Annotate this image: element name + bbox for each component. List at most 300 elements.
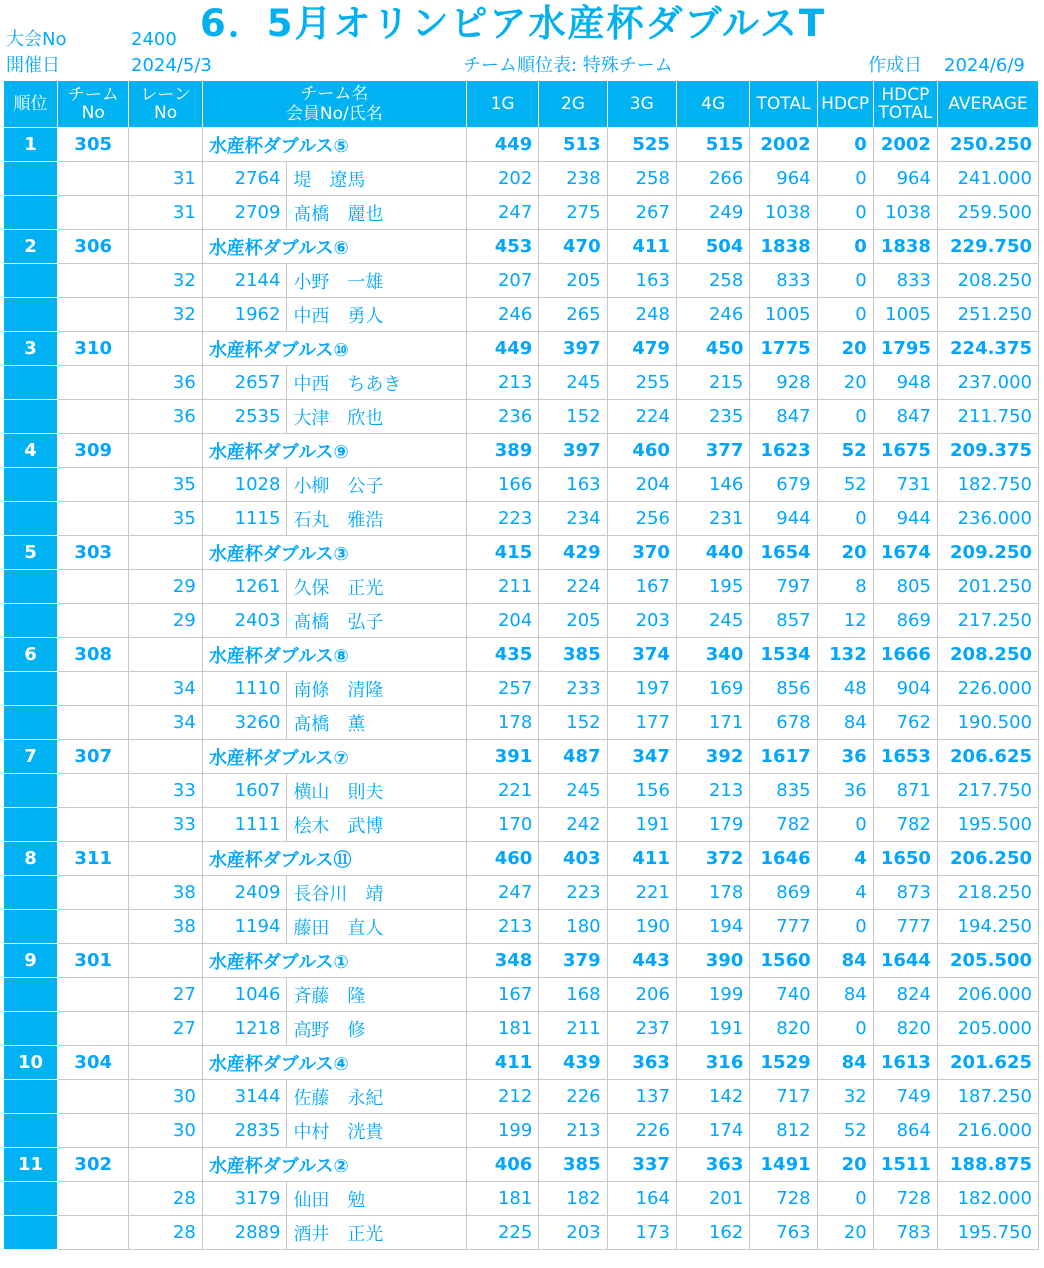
team-hdcp-cell: 52 <box>817 434 873 468</box>
team-g1-cell: 389 <box>466 434 538 468</box>
lane-cell <box>129 1046 202 1080</box>
member-row <box>4 196 1039 230</box>
member-g3-cell: 137 <box>607 1080 676 1114</box>
member-no-cell: 1194 <box>202 910 287 944</box>
team-name-cell: 水産杯ダブルス⑩ <box>202 332 466 366</box>
created-date: 2024/6/9 <box>944 55 1025 76</box>
member-row <box>4 264 1039 298</box>
team-g3-cell: 337 <box>607 1148 676 1182</box>
team-hdcp-cell: 20 <box>817 332 873 366</box>
member-g1-cell: 202 <box>466 162 538 196</box>
team-g2-cell: 379 <box>539 944 607 978</box>
team-hdcp-cell: 84 <box>817 1046 873 1080</box>
team-no-cell <box>58 502 129 536</box>
team-g2-cell: 487 <box>539 740 607 774</box>
team-g1-cell: 435 <box>466 638 538 672</box>
team-no-cell: 304 <box>58 1046 129 1080</box>
rank-cell <box>4 1080 58 1114</box>
team-no-cell <box>58 366 129 400</box>
member-g2-cell: 211 <box>539 1012 607 1046</box>
team-no-cell <box>58 604 129 638</box>
member-g2-cell: 223 <box>539 876 607 910</box>
member-hdcp-total-cell: 873 <box>873 876 937 910</box>
team-row <box>4 536 1039 570</box>
member-name-cell: 長谷川 靖 <box>287 876 466 910</box>
member-no-cell: 3179 <box>202 1182 287 1216</box>
member-row <box>4 400 1039 434</box>
member-g4-cell: 235 <box>676 400 749 434</box>
team-total-cell: 1654 <box>750 536 817 570</box>
rank-cell <box>4 1012 58 1046</box>
member-hdcp-total-cell: 777 <box>873 910 937 944</box>
member-g3-cell: 255 <box>607 366 676 400</box>
lane-cell: 31 <box>129 162 202 196</box>
rank-cell <box>4 808 58 842</box>
team-row <box>4 638 1039 672</box>
member-hdcp-total-cell: 964 <box>873 162 937 196</box>
team-g3-cell: 363 <box>607 1046 676 1080</box>
lane-cell: 30 <box>129 1114 202 1148</box>
member-average-cell: 206.000 <box>937 978 1038 1012</box>
team-g1-cell: 406 <box>466 1148 538 1182</box>
member-g3-cell: 191 <box>607 808 676 842</box>
member-average-cell: 217.750 <box>937 774 1038 808</box>
team-g2-cell: 439 <box>539 1046 607 1080</box>
member-total-cell: 679 <box>750 468 817 502</box>
col-3g: 3G <box>607 81 676 128</box>
member-hdcp-total-cell: 1038 <box>873 196 937 230</box>
rank-cell <box>4 1114 58 1148</box>
team-average-cell: 209.375 <box>937 434 1038 468</box>
team-total-cell: 1775 <box>750 332 817 366</box>
team-hdcp-total-cell: 1675 <box>873 434 937 468</box>
team-row <box>4 740 1039 774</box>
member-g3-cell: 177 <box>607 706 676 740</box>
member-no-cell: 1607 <box>202 774 287 808</box>
team-name-cell: 水産杯ダブルス③ <box>202 536 466 570</box>
team-g4-cell: 363 <box>676 1148 749 1182</box>
rank-cell <box>4 468 58 502</box>
member-name-cell: 堤 遼馬 <box>287 162 466 196</box>
rank-cell <box>4 570 58 604</box>
lane-cell: 28 <box>129 1182 202 1216</box>
team-hdcp-total-cell: 1613 <box>873 1046 937 1080</box>
member-name-cell: 仙田 勉 <box>287 1182 466 1216</box>
team-g2-cell: 429 <box>539 536 607 570</box>
team-name-cell: 水産杯ダブルス⑤ <box>202 128 466 162</box>
team-g4-cell: 515 <box>676 128 749 162</box>
member-name-cell: 久保 正光 <box>287 570 466 604</box>
team-hdcp-total-cell: 1838 <box>873 230 937 264</box>
rank-cell <box>4 502 58 536</box>
member-g4-cell: 178 <box>676 876 749 910</box>
team-g4-cell: 440 <box>676 536 749 570</box>
member-row <box>4 366 1039 400</box>
team-g2-cell: 397 <box>539 434 607 468</box>
team-g1-cell: 415 <box>466 536 538 570</box>
member-g2-cell: 203 <box>539 1216 607 1250</box>
member-total-cell: 928 <box>750 366 817 400</box>
lane-cell <box>129 944 202 978</box>
member-no-cell: 2709 <box>202 196 287 230</box>
member-g4-cell: 199 <box>676 978 749 1012</box>
lane-cell <box>129 1148 202 1182</box>
member-row <box>4 978 1039 1012</box>
team-no-cell: 309 <box>58 434 129 468</box>
rank-cell <box>4 366 58 400</box>
rank-cell: 5 <box>4 536 58 570</box>
member-hdcp-total-cell: 871 <box>873 774 937 808</box>
member-g2-cell: 205 <box>539 264 607 298</box>
member-hdcp-total-cell: 904 <box>873 672 937 706</box>
member-g1-cell: 204 <box>466 604 538 638</box>
member-row <box>4 162 1039 196</box>
table-header <box>4 81 1039 128</box>
member-g2-cell: 245 <box>539 366 607 400</box>
team-average-cell: 205.500 <box>937 944 1038 978</box>
team-g4-cell: 316 <box>676 1046 749 1080</box>
rank-cell: 4 <box>4 434 58 468</box>
member-g2-cell: 224 <box>539 570 607 604</box>
team-g1-cell: 348 <box>466 944 538 978</box>
member-g1-cell: 181 <box>466 1182 538 1216</box>
member-average-cell: 226.000 <box>937 672 1038 706</box>
team-row <box>4 332 1039 366</box>
team-no-cell <box>58 1080 129 1114</box>
lane-cell: 29 <box>129 570 202 604</box>
member-hdcp-total-cell: 944 <box>873 502 937 536</box>
team-total-cell: 1560 <box>750 944 817 978</box>
rank-cell: 8 <box>4 842 58 876</box>
col-1g: 1G <box>466 81 538 128</box>
member-row <box>4 910 1039 944</box>
team-g3-cell: 479 <box>607 332 676 366</box>
member-hdcp-cell: 20 <box>817 366 873 400</box>
team-row <box>4 1148 1039 1182</box>
member-g1-cell: 167 <box>466 978 538 1012</box>
rank-cell <box>4 162 58 196</box>
team-hdcp-total-cell: 1644 <box>873 944 937 978</box>
member-average-cell: 190.500 <box>937 706 1038 740</box>
member-g4-cell: 179 <box>676 808 749 842</box>
team-no-cell <box>58 706 129 740</box>
member-hdcp-cell: 0 <box>817 264 873 298</box>
team-average-cell: 201.625 <box>937 1046 1038 1080</box>
team-no-cell <box>58 1114 129 1148</box>
lane-cell: 27 <box>129 978 202 1012</box>
member-name-cell: 南條 清隆 <box>287 672 466 706</box>
lane-cell <box>129 332 202 366</box>
member-g1-cell: 223 <box>466 502 538 536</box>
member-average-cell: 237.000 <box>937 366 1038 400</box>
member-g4-cell: 266 <box>676 162 749 196</box>
member-g1-cell: 213 <box>466 910 538 944</box>
team-hdcp-cell: 20 <box>817 536 873 570</box>
member-g3-cell: 164 <box>607 1182 676 1216</box>
member-g3-cell: 224 <box>607 400 676 434</box>
team-g1-cell: 453 <box>466 230 538 264</box>
member-total-cell: 728 <box>750 1182 817 1216</box>
team-row <box>4 1046 1039 1080</box>
member-hdcp-total-cell: 731 <box>873 468 937 502</box>
col-team-no: チーム No <box>58 81 129 128</box>
rank-cell <box>4 264 58 298</box>
member-g1-cell: 257 <box>466 672 538 706</box>
member-g2-cell: 182 <box>539 1182 607 1216</box>
member-g2-cell: 205 <box>539 604 607 638</box>
team-g2-cell: 385 <box>539 638 607 672</box>
rank-cell <box>4 400 58 434</box>
team-no-cell <box>58 1182 129 1216</box>
member-no-cell: 1046 <box>202 978 287 1012</box>
rank-cell: 6 <box>4 638 58 672</box>
member-no-cell: 2403 <box>202 604 287 638</box>
team-g2-cell: 385 <box>539 1148 607 1182</box>
results-table <box>3 80 1039 1250</box>
event-date: 2024/5/3 <box>131 55 212 76</box>
team-g1-cell: 411 <box>466 1046 538 1080</box>
team-average-cell: 224.375 <box>937 332 1038 366</box>
member-g4-cell: 191 <box>676 1012 749 1046</box>
member-name-cell: 酒井 正光 <box>287 1216 466 1250</box>
member-hdcp-cell: 0 <box>817 910 873 944</box>
member-g4-cell: 142 <box>676 1080 749 1114</box>
team-hdcp-total-cell: 1674 <box>873 536 937 570</box>
team-name-cell: 水産杯ダブルス⑧ <box>202 638 466 672</box>
lane-cell: 29 <box>129 604 202 638</box>
member-no-cell: 1115 <box>202 502 287 536</box>
member-g4-cell: 231 <box>676 502 749 536</box>
member-name-cell: 斉藤 隆 <box>287 978 466 1012</box>
member-g1-cell: 213 <box>466 366 538 400</box>
member-average-cell: 216.000 <box>937 1114 1038 1148</box>
rank-cell: 2 <box>4 230 58 264</box>
lane-cell: 31 <box>129 196 202 230</box>
member-row <box>4 1012 1039 1046</box>
table-type: チーム順位表: 特殊チーム <box>463 55 673 76</box>
lane-cell <box>129 230 202 264</box>
member-average-cell: 182.750 <box>937 468 1038 502</box>
member-row <box>4 570 1039 604</box>
member-hdcp-total-cell: 1005 <box>873 298 937 332</box>
member-g2-cell: 238 <box>539 162 607 196</box>
member-g2-cell: 168 <box>539 978 607 1012</box>
member-total-cell: 856 <box>750 672 817 706</box>
member-name-cell: 中村 洸貴 <box>287 1114 466 1148</box>
member-hdcp-cell: 84 <box>817 978 873 1012</box>
member-row <box>4 774 1039 808</box>
team-total-cell: 1838 <box>750 230 817 264</box>
member-g2-cell: 265 <box>539 298 607 332</box>
table-body <box>4 128 1039 1250</box>
lane-cell: 28 <box>129 1216 202 1250</box>
member-no-cell: 2889 <box>202 1216 287 1250</box>
member-g3-cell: 204 <box>607 468 676 502</box>
rank-cell <box>4 604 58 638</box>
member-g3-cell: 226 <box>607 1114 676 1148</box>
member-g1-cell: 211 <box>466 570 538 604</box>
rank-cell: 7 <box>4 740 58 774</box>
member-average-cell: 251.250 <box>937 298 1038 332</box>
team-no-cell: 308 <box>58 638 129 672</box>
member-hdcp-cell: 0 <box>817 502 873 536</box>
member-total-cell: 763 <box>750 1216 817 1250</box>
team-row <box>4 434 1039 468</box>
member-hdcp-total-cell: 864 <box>873 1114 937 1148</box>
member-total-cell: 777 <box>750 910 817 944</box>
lane-cell <box>129 128 202 162</box>
team-g3-cell: 347 <box>607 740 676 774</box>
member-hdcp-cell: 8 <box>817 570 873 604</box>
team-no-cell: 306 <box>58 230 129 264</box>
member-no-cell: 1110 <box>202 672 287 706</box>
member-g4-cell: 169 <box>676 672 749 706</box>
member-hdcp-cell: 0 <box>817 400 873 434</box>
team-g3-cell: 411 <box>607 230 676 264</box>
rank-cell <box>4 876 58 910</box>
member-average-cell: 205.000 <box>937 1012 1038 1046</box>
member-row <box>4 808 1039 842</box>
member-row <box>4 604 1039 638</box>
member-g3-cell: 197 <box>607 672 676 706</box>
team-name-cell: 水産杯ダブルス⑥ <box>202 230 466 264</box>
member-hdcp-total-cell: 847 <box>873 400 937 434</box>
team-no-cell <box>58 910 129 944</box>
col-hdcp: HDCP <box>817 81 873 128</box>
lane-cell: 33 <box>129 808 202 842</box>
member-g1-cell: 178 <box>466 706 538 740</box>
col-lane-no: レーン No <box>129 81 202 128</box>
member-total-cell: 964 <box>750 162 817 196</box>
team-total-cell: 1534 <box>750 638 817 672</box>
team-hdcp-total-cell: 1650 <box>873 842 937 876</box>
rank-cell <box>4 910 58 944</box>
member-hdcp-cell: 52 <box>817 1114 873 1148</box>
member-g4-cell: 174 <box>676 1114 749 1148</box>
team-total-cell: 1617 <box>750 740 817 774</box>
member-average-cell: 187.250 <box>937 1080 1038 1114</box>
team-g3-cell: 460 <box>607 434 676 468</box>
team-total-cell: 1623 <box>750 434 817 468</box>
team-no-cell <box>58 468 129 502</box>
member-no-cell: 1962 <box>202 298 287 332</box>
member-g3-cell: 190 <box>607 910 676 944</box>
member-g3-cell: 221 <box>607 876 676 910</box>
member-hdcp-cell: 4 <box>817 876 873 910</box>
member-no-cell: 1218 <box>202 1012 287 1046</box>
member-average-cell: 259.500 <box>937 196 1038 230</box>
member-hdcp-cell: 32 <box>817 1080 873 1114</box>
team-hdcp-cell: 84 <box>817 944 873 978</box>
rank-cell <box>4 672 58 706</box>
team-no-cell: 305 <box>58 128 129 162</box>
team-hdcp-cell: 132 <box>817 638 873 672</box>
member-g1-cell: 247 <box>466 196 538 230</box>
member-g2-cell: 213 <box>539 1114 607 1148</box>
lane-cell: 38 <box>129 910 202 944</box>
member-total-cell: 678 <box>750 706 817 740</box>
member-average-cell: 195.750 <box>937 1216 1038 1250</box>
member-g1-cell: 247 <box>466 876 538 910</box>
member-name-cell: 藤田 直人 <box>287 910 466 944</box>
team-no-cell <box>58 570 129 604</box>
lane-cell: 36 <box>129 366 202 400</box>
team-hdcp-cell: 0 <box>817 128 873 162</box>
member-no-cell: 2764 <box>202 162 287 196</box>
rank-cell: 1 <box>4 128 58 162</box>
team-no-cell <box>58 196 129 230</box>
team-average-cell: 206.625 <box>937 740 1038 774</box>
member-name-cell: 中西 勇人 <box>287 298 466 332</box>
member-total-cell: 812 <box>750 1114 817 1148</box>
member-g3-cell: 206 <box>607 978 676 1012</box>
member-g2-cell: 163 <box>539 468 607 502</box>
member-g3-cell: 256 <box>607 502 676 536</box>
team-g1-cell: 449 <box>466 128 538 162</box>
member-total-cell: 835 <box>750 774 817 808</box>
team-hdcp-total-cell: 2002 <box>873 128 937 162</box>
member-g1-cell: 212 <box>466 1080 538 1114</box>
team-name-cell: 水産杯ダブルス⑦ <box>202 740 466 774</box>
team-name-cell: 水産杯ダブルス② <box>202 1148 466 1182</box>
team-hdcp-total-cell: 1653 <box>873 740 937 774</box>
team-row <box>4 128 1039 162</box>
team-hdcp-cell: 20 <box>817 1148 873 1182</box>
team-hdcp-total-cell: 1795 <box>873 332 937 366</box>
member-average-cell: 201.250 <box>937 570 1038 604</box>
team-total-cell: 2002 <box>750 128 817 162</box>
member-hdcp-cell: 0 <box>817 808 873 842</box>
rank-cell <box>4 1216 58 1250</box>
team-no-cell <box>58 264 129 298</box>
member-hdcp-cell: 0 <box>817 1182 873 1216</box>
member-g4-cell: 195 <box>676 570 749 604</box>
member-g4-cell: 171 <box>676 706 749 740</box>
rank-cell <box>4 978 58 1012</box>
member-row <box>4 672 1039 706</box>
date-label: 開催日 <box>6 55 60 76</box>
member-no-cell: 1028 <box>202 468 287 502</box>
member-name-cell: 小野 一雄 <box>287 264 466 298</box>
team-g3-cell: 443 <box>607 944 676 978</box>
team-total-cell: 1646 <box>750 842 817 876</box>
member-g3-cell: 163 <box>607 264 676 298</box>
member-hdcp-cell: 36 <box>817 774 873 808</box>
member-hdcp-total-cell: 782 <box>873 808 937 842</box>
team-no-cell <box>58 808 129 842</box>
member-name-cell: 髙橋 薫 <box>287 706 466 740</box>
member-g4-cell: 258 <box>676 264 749 298</box>
member-hdcp-total-cell: 824 <box>873 978 937 1012</box>
lane-cell: 32 <box>129 298 202 332</box>
team-no-cell <box>58 162 129 196</box>
member-hdcp-cell: 0 <box>817 298 873 332</box>
team-average-cell: 206.250 <box>937 842 1038 876</box>
member-g2-cell: 234 <box>539 502 607 536</box>
member-g2-cell: 152 <box>539 400 607 434</box>
member-name-cell: 小柳 公子 <box>287 468 466 502</box>
team-no-cell <box>58 400 129 434</box>
member-name-cell: 高野 修 <box>287 1012 466 1046</box>
member-g4-cell: 213 <box>676 774 749 808</box>
member-g1-cell: 221 <box>466 774 538 808</box>
member-g1-cell: 207 <box>466 264 538 298</box>
member-no-cell: 3260 <box>202 706 287 740</box>
rank-cell <box>4 298 58 332</box>
member-g3-cell: 267 <box>607 196 676 230</box>
member-row <box>4 1216 1039 1250</box>
member-average-cell: 218.250 <box>937 876 1038 910</box>
